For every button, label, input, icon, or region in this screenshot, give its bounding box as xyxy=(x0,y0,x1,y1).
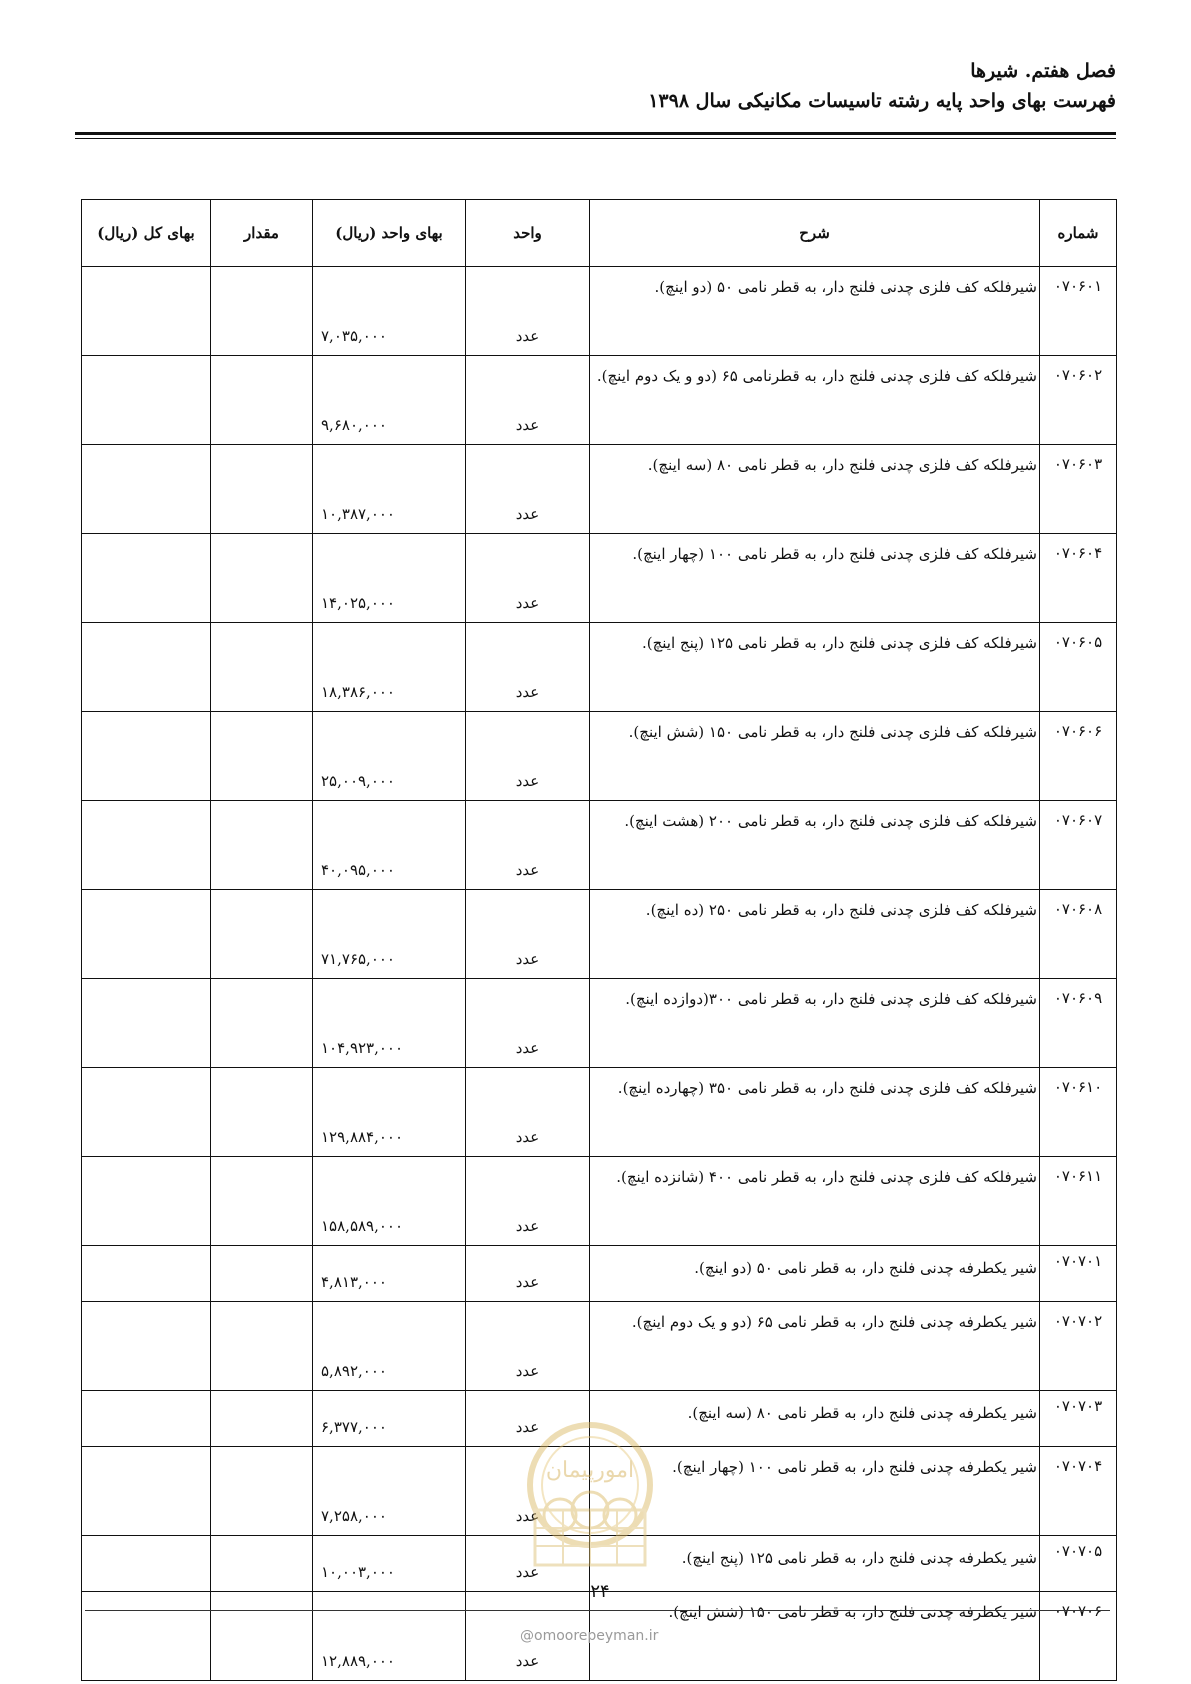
item-code: ۰۷۰۶۱۱ xyxy=(1040,1157,1117,1246)
item-quantity xyxy=(211,1536,313,1592)
item-unit: عدد xyxy=(466,534,590,623)
item-unit-price: ۶,۳۷۷,۰۰۰ xyxy=(313,1391,466,1447)
table-row xyxy=(82,445,1117,534)
item-total xyxy=(82,979,211,1068)
item-unit-price: ۹,۶۸۰,۰۰۰ xyxy=(313,356,466,445)
item-unit-price: ۵,۸۹۲,۰۰۰ xyxy=(313,1302,466,1391)
column-header-code: شماره xyxy=(1040,200,1117,267)
item-code: ۰۷۰۶۰۲ xyxy=(1040,356,1117,445)
item-description: شیرفلکه کف فلزی چدنی فلنج دار، به قطر نامی ۱۲۵ (پنج اینچ). xyxy=(590,623,1040,712)
item-unit-price: ۴,۸۱۳,۰۰۰ xyxy=(313,1246,466,1302)
item-unit-price: ۱۲۹,۸۸۴,۰۰۰ xyxy=(313,1068,466,1157)
item-total xyxy=(82,1068,211,1157)
item-unit-price: ۲۵,۰۰۹,۰۰۰ xyxy=(313,712,466,801)
item-description: شیر یکطرفه چدنی فلنج دار، به قطر نامی ۱۲۵ (پنج اینچ). xyxy=(590,1536,1040,1592)
item-description: شیرفلکه کف فلزی چدنی فلنج دار، به قطر نامی ۵۰ (دو اینچ). xyxy=(590,267,1040,356)
item-total xyxy=(82,712,211,801)
item-total xyxy=(82,623,211,712)
item-unit: عدد xyxy=(466,356,590,445)
item-total xyxy=(82,267,211,356)
item-unit-price: ۱۰,۳۸۷,۰۰۰ xyxy=(313,445,466,534)
table-row xyxy=(82,1246,1117,1302)
item-quantity xyxy=(211,1157,313,1246)
table-row xyxy=(82,267,1117,356)
item-quantity xyxy=(211,445,313,534)
item-description: شیرفلکه کف فلزی چدنی فلنج دار، به قطر نامی ۸۰ (سه اینچ). xyxy=(590,445,1040,534)
item-unit-price: ۱۲,۸۸۹,۰۰۰ xyxy=(313,1592,466,1681)
item-unit: عدد xyxy=(466,1447,590,1536)
item-code: ۰۷۰۶۰۹ xyxy=(1040,979,1117,1068)
item-unit-price: ۱۰۴,۹۲۳,۰۰۰ xyxy=(313,979,466,1068)
item-code: ۰۷۰۶۰۵ xyxy=(1040,623,1117,712)
item-quantity xyxy=(211,534,313,623)
item-quantity xyxy=(211,267,313,356)
item-unit: عدد xyxy=(466,1157,590,1246)
item-code: ۰۷۰۷۰۳ xyxy=(1040,1391,1117,1447)
item-description: شیرفلکه کف فلزی چدنی فلنج دار، به قطر نامی ۱۰۰ (چهار اینچ). xyxy=(590,534,1040,623)
item-unit: عدد xyxy=(466,445,590,534)
item-quantity xyxy=(211,356,313,445)
item-unit: عدد xyxy=(466,623,590,712)
watermark-text: امورپیمان xyxy=(545,1458,635,1483)
column-header-unit: واحد xyxy=(466,200,590,267)
item-unit: عدد xyxy=(466,801,590,890)
watermark-logo xyxy=(505,1415,675,1585)
item-code: ۰۷۰۶۱۰ xyxy=(1040,1068,1117,1157)
item-unit-price: ۱۴,۰۲۵,۰۰۰ xyxy=(313,534,466,623)
item-code: ۰۷۰۷۰۴ xyxy=(1040,1447,1117,1536)
item-code: ۰۷۰۶۰۱ xyxy=(1040,267,1117,356)
column-header-unit-price: بهای واحد (ریال) xyxy=(313,200,466,267)
item-unit-price: ۷,۲۵۸,۰۰۰ xyxy=(313,1447,466,1536)
item-code: ۰۷۰۶۰۷ xyxy=(1040,801,1117,890)
item-quantity xyxy=(211,1246,313,1302)
header-rule-thick xyxy=(75,132,1116,135)
item-total xyxy=(82,1302,211,1391)
item-quantity xyxy=(211,801,313,890)
header-rule-thin xyxy=(75,138,1116,139)
item-code: ۰۷۰۷۰۲ xyxy=(1040,1302,1117,1391)
item-unit: عدد xyxy=(466,1536,590,1592)
item-unit: عدد xyxy=(466,1391,590,1447)
item-quantity xyxy=(211,1447,313,1536)
item-unit-price: ۴۰,۰۹۵,۰۰۰ xyxy=(313,801,466,890)
item-description: شیر یکطرفه چدنی فلنج دار، به قطر نامی ۶۵ (دو و یک دوم اینچ). xyxy=(590,1302,1040,1391)
table-row xyxy=(82,623,1117,712)
item-total xyxy=(82,356,211,445)
item-total xyxy=(82,1536,211,1592)
item-quantity xyxy=(211,979,313,1068)
item-description: شیرفلکه کف فلزی چدنی فلنج دار، به قطر نامی ۱۵۰ (شش اینچ). xyxy=(590,712,1040,801)
item-total xyxy=(82,1157,211,1246)
table-row xyxy=(82,356,1117,445)
item-unit: عدد xyxy=(466,1068,590,1157)
item-description: شیر یکطرفه چدنی فلنج دار، به قطر نامی ۵۰ (دو اینچ). xyxy=(590,1246,1040,1302)
item-code: ۰۷۰۷۰۱ xyxy=(1040,1246,1117,1302)
item-description: شیرفلکه کف فلزی چدنی فلنج دار، به قطر نامی ۳۵۰ (چهارده اینچ). xyxy=(590,1068,1040,1157)
item-total xyxy=(82,1391,211,1447)
item-unit-price: ۷,۰۳۵,۰۰۰ xyxy=(313,267,466,356)
item-quantity xyxy=(211,1068,313,1157)
item-unit-price: ۷۱,۷۶۵,۰۰۰ xyxy=(313,890,466,979)
item-total xyxy=(82,1447,211,1536)
item-unit: عدد xyxy=(466,712,590,801)
item-total xyxy=(82,801,211,890)
page-number: ۲۴ xyxy=(590,1581,610,1602)
table-row xyxy=(82,1302,1117,1391)
item-unit: عدد xyxy=(466,1302,590,1391)
item-quantity xyxy=(211,1391,313,1447)
item-code: ۰۷۰۷۰۵ xyxy=(1040,1536,1117,1592)
item-unit: عدد xyxy=(466,267,590,356)
item-code: ۰۷۰۶۰۳ xyxy=(1040,445,1117,534)
column-header-description: شرح xyxy=(590,200,1040,267)
item-unit: عدد xyxy=(466,979,590,1068)
item-quantity xyxy=(211,712,313,801)
item-description: شیرفلکه کف فلزی چدنی فلنج دار، به قطر نامی ۲۵۰ (ده اینچ). xyxy=(590,890,1040,979)
table-row xyxy=(82,1157,1117,1246)
item-description: شیر یکطرفه چدنی فلنج دار، به قطر نامی ۱۰۰ (چهار اینچ). xyxy=(590,1447,1040,1536)
item-unit: عدد xyxy=(466,1246,590,1302)
table-row xyxy=(82,801,1117,890)
footer-rule xyxy=(85,1610,1110,1611)
column-header-quantity: مقدار xyxy=(211,200,313,267)
item-description: شیرفلکه کف فلزی چدنی فلنج دار، به قطرنامی ۶۵ (دو و یک دوم اینچ). xyxy=(590,356,1040,445)
item-code: ۰۷۰۶۰۸ xyxy=(1040,890,1117,979)
item-quantity xyxy=(211,623,313,712)
item-unit: عدد xyxy=(466,1592,590,1681)
item-total xyxy=(82,1592,211,1681)
table-row xyxy=(82,890,1117,979)
table-header-row xyxy=(82,200,1117,267)
page-header xyxy=(75,56,1116,116)
document-subtitle: فهرست بهای واحد پایه رشته تاسیسات مکانیکی سال ۱۳۹۸ xyxy=(648,90,1116,112)
item-total xyxy=(82,534,211,623)
chapter-title: فصل هفتم. شیرها xyxy=(970,60,1116,82)
column-header-total-price: بهای کل (ریال) xyxy=(82,200,211,267)
item-description: شیرفلکه کف فلزی چدنی فلنج دار، به قطر نامی ۲۰۰ (هشت اینچ). xyxy=(590,801,1040,890)
item-unit: عدد xyxy=(466,890,590,979)
item-total xyxy=(82,1246,211,1302)
item-quantity xyxy=(211,1592,313,1681)
item-description: شیرفلکه کف فلزی چدنی فلنج دار، به قطر نامی ۴۰۰ (شانزده اینچ). xyxy=(590,1157,1040,1246)
item-total xyxy=(82,445,211,534)
table-row xyxy=(82,1068,1117,1157)
website-watermark: @omoorepeyman.ir xyxy=(520,1628,659,1644)
item-unit-price: ۱۰,۰۰۳,۰۰۰ xyxy=(313,1536,466,1592)
item-description: شیر یکطرفه چدنی فلنج دار، به قطر نامی ۸۰ (سه اینچ). xyxy=(590,1391,1040,1447)
item-quantity xyxy=(211,1302,313,1391)
item-total xyxy=(82,890,211,979)
item-code: ۰۷۰۶۰۶ xyxy=(1040,712,1117,801)
item-description: شیر یکطرفه چدنی فلنج دار، به قطر نامی ۱۵۰ (شش اینچ). xyxy=(590,1592,1040,1681)
table-row xyxy=(82,979,1117,1068)
item-unit-price: ۱۵۸,۵۸۹,۰۰۰ xyxy=(313,1157,466,1246)
item-code: ۰۷۰۶۰۴ xyxy=(1040,534,1117,623)
item-unit-price: ۱۸,۳۸۶,۰۰۰ xyxy=(313,623,466,712)
item-quantity xyxy=(211,890,313,979)
item-description: شیرفلکه کف فلزی چدنی فلنج دار، به قطر نامی ۳۰۰(دوازده اینچ). xyxy=(590,979,1040,1068)
table-row xyxy=(82,534,1117,623)
item-code: ۰۷۰۷۰۶ xyxy=(1040,1592,1117,1681)
table-row xyxy=(82,712,1117,801)
